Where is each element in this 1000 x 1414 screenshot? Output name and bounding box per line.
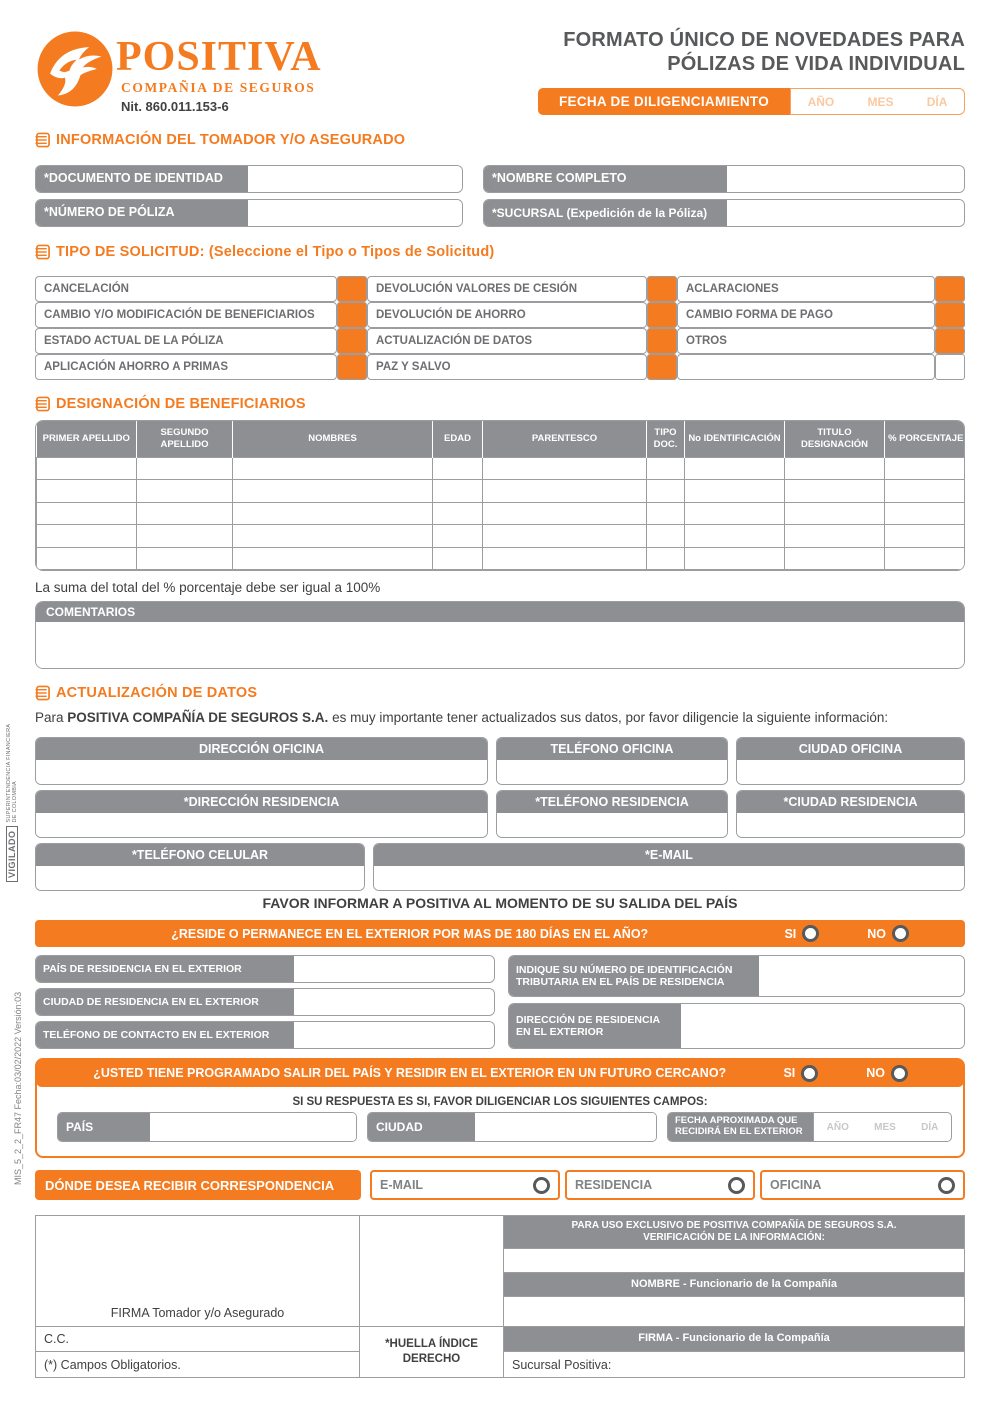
section-beneficiarios-header: DESIGNACIÓN DE BENEFICIARIOS xyxy=(35,396,306,412)
beneficiary-cell[interactable] xyxy=(37,480,137,503)
beneficiary-cell[interactable] xyxy=(785,547,885,570)
ciudad-futuro-input[interactable] xyxy=(475,1113,656,1141)
field-documento-identidad xyxy=(35,165,463,193)
instruccion-si-respuesta: SI SU RESPUESTA ES SI, FAVOR DILIGENCIAR LOS SIGUIENTES CAMPOS: xyxy=(292,1096,708,1108)
numero-poliza-input[interactable] xyxy=(248,200,462,226)
beneficiary-cell[interactable] xyxy=(233,480,433,503)
brand-name: POSITIVA xyxy=(116,34,322,80)
checkbox-aclaraciones[interactable] xyxy=(935,276,965,302)
ciudad-residencia-input[interactable] xyxy=(737,813,964,837)
col-edad: EDAD xyxy=(433,421,483,457)
field-nit-exterior: INDIQUE SU NÚMERO DE IDENTIFICACIÓN TRIBUTARIA EN EL PAÍS DE RESIDENCIA xyxy=(508,955,965,997)
col-segundo-apellido: SEGUNDO APELLIDO xyxy=(137,421,233,457)
direccion-exterior-input[interactable] xyxy=(681,1004,964,1048)
option-cancelacion: CANCELACIÓN xyxy=(35,276,367,302)
dia-label: DÍA xyxy=(926,94,948,109)
sucursal-input[interactable] xyxy=(727,200,964,226)
actualizacion-intro: Para POSITIVA COMPAÑÍA DE SEGUROS S.A. es muy importante tener actualizados sus datos, por favor diligencie la siguiente información: xyxy=(35,710,889,725)
option-cambio-pago: CAMBIO FORMA DE PAGO xyxy=(677,302,965,328)
pregunta-reside-exterior: ¿RESIDE O PERMANECE EN EL EXTERIOR POR MAS DE 180 DÍAS EN EL AÑO? SI NO xyxy=(35,920,965,947)
field-telefono-oficina: TELÉFONO OFICINA xyxy=(496,737,728,785)
beneficiary-cell[interactable] xyxy=(37,457,137,480)
field-label: *SUCURSAL (Expedición de la Póliza) xyxy=(484,200,727,226)
percentage-note: La suma del total del % porcentaje debe ser igual a 100% xyxy=(35,580,381,595)
checkbox-cambio-pago[interactable] xyxy=(935,302,965,328)
radio-no-futuro[interactable] xyxy=(891,1065,908,1082)
telefono-oficina-input[interactable] xyxy=(497,760,727,784)
beneficiary-cell[interactable] xyxy=(885,480,966,503)
cc-field[interactable]: C.C. xyxy=(35,1326,360,1353)
beneficiary-cell[interactable] xyxy=(233,502,433,525)
beneficiary-cell[interactable] xyxy=(647,547,685,570)
beneficiary-row xyxy=(37,457,966,480)
field-ciudad-exterior: CIUDAD DE RESIDENCIA EN EL EXTERIOR xyxy=(35,988,495,1016)
ano-label: AÑO xyxy=(807,94,835,109)
beneficiary-cell[interactable] xyxy=(137,547,233,570)
field-telefono-celular: *TELÉFONO CELULAR xyxy=(35,843,365,891)
beneficiary-cell[interactable] xyxy=(785,502,885,525)
beneficiary-cell[interactable] xyxy=(885,502,966,525)
form-version-code: MIS_5_2_2_FR47 Fecha:03/02/2022 Versión:03 xyxy=(13,991,23,1185)
option-devolucion-cesion: DEVOLUCIÓN VALORES DE CESIÓN xyxy=(367,276,677,302)
beneficiaries-table xyxy=(35,420,965,571)
beneficiary-cell[interactable] xyxy=(885,525,966,548)
field-label: *DOCUMENTO DE IDENTIDAD xyxy=(36,166,248,192)
option-otros: OTROS xyxy=(677,328,965,354)
beneficiary-cell[interactable] xyxy=(37,502,137,525)
field-label: *NÚMERO DE PÓLIZA xyxy=(36,200,248,226)
fecha-diligenciamiento-input[interactable] xyxy=(790,88,965,115)
checkbox-actualizacion-datos[interactable] xyxy=(647,328,677,354)
field-pais-futuro: PAÍS xyxy=(57,1112,357,1142)
mes-label: MES xyxy=(867,94,894,109)
field-label: *NOMBRE COMPLETO xyxy=(484,166,727,192)
beneficiary-row xyxy=(37,525,966,548)
field-numero-poliza xyxy=(35,199,463,227)
option-oficina: OFICINA xyxy=(760,1170,965,1200)
beneficiary-row xyxy=(37,480,966,503)
beneficiary-cell[interactable] xyxy=(433,525,483,548)
beneficiary-row xyxy=(37,547,966,570)
col-titulo-designacion: TITULO DESIGNACIÓN xyxy=(785,421,885,457)
beneficiary-cell[interactable] xyxy=(685,525,785,548)
beneficiary-cell[interactable] xyxy=(137,480,233,503)
field-fecha-aproximada: FECHA APROXIMADA QUE RECIDIRÁ EN EL EXTERIOR AÑO MES DÍA xyxy=(667,1112,952,1142)
firma-tomador-box[interactable]: FIRMA Tomador y/o Asegurado xyxy=(35,1215,360,1327)
nombre-completo-input[interactable] xyxy=(727,166,964,192)
salida-pais-aviso: FAVOR INFORMAR A POSITIVA AL MOMENTO DE SU SALIDA DEL PAÍS xyxy=(262,895,738,911)
direccion-residencia-input[interactable] xyxy=(36,813,487,837)
radio-no-reside[interactable] xyxy=(892,925,909,942)
beneficiary-cell[interactable] xyxy=(233,457,433,480)
nombre-funcionario-label: NOMBRE - Funcionario de la Compañía xyxy=(503,1272,965,1297)
field-ciudad-oficina: CIUDAD OFICINA xyxy=(736,737,965,785)
documento-identidad-input[interactable] xyxy=(248,166,462,192)
option-residencia: RESIDENCIA xyxy=(565,1170,755,1200)
ciudad-exterior-input[interactable] xyxy=(294,989,494,1015)
col-parentesco: PARENTESCO xyxy=(483,421,647,457)
beneficiary-cell[interactable] xyxy=(785,480,885,503)
beneficiary-cell[interactable] xyxy=(233,547,433,570)
firma-funcionario-label: FIRMA - Funcionario de la Compañía xyxy=(503,1326,965,1353)
radio-email[interactable] xyxy=(533,1177,550,1194)
option-paz-salvo: PAZ Y SALVO xyxy=(367,354,677,380)
field-telefono-residencia: *TELÉFONO RESIDENCIA xyxy=(496,790,728,838)
beneficiary-cell[interactable] xyxy=(647,502,685,525)
field-email: *E-MAIL xyxy=(373,843,965,891)
pais-futuro-input[interactable] xyxy=(150,1113,356,1141)
beneficiary-cell[interactable] xyxy=(483,457,647,480)
beneficiary-cell[interactable] xyxy=(685,480,785,503)
beneficiary-cell[interactable] xyxy=(433,502,483,525)
vigilado-mark xyxy=(6,723,19,882)
section-tomador-header: INFORMACIÓN DEL TOMADOR Y/O ASEGURADO xyxy=(35,132,405,148)
beneficiary-cell[interactable] xyxy=(433,457,483,480)
pregunta-futuro-cercano: ¿USTED TIENE PROGRAMADO SALIR DEL PAÍS Y RESIDIR EN EL EXTERIOR EN UN FUTURO CERCANO? SI NO xyxy=(36,1059,964,1087)
huella-box[interactable] xyxy=(359,1215,505,1327)
col-primer-apellido: PRIMER APELLIDO xyxy=(37,421,137,457)
beneficiary-cell[interactable] xyxy=(233,525,433,548)
beneficiaries-header-row xyxy=(37,421,966,457)
beneficiary-cell[interactable] xyxy=(483,547,647,570)
option-email: E-MAIL xyxy=(370,1170,560,1200)
radio-oficina[interactable] xyxy=(938,1177,955,1194)
beneficiary-cell[interactable] xyxy=(137,457,233,480)
beneficiary-cell[interactable] xyxy=(685,547,785,570)
col-tipo-doc: TIPO DOC. xyxy=(647,421,685,457)
checkbox-empty[interactable] xyxy=(935,354,965,380)
verificacion-input[interactable] xyxy=(503,1248,965,1274)
beneficiary-cell[interactable] xyxy=(483,502,647,525)
checkbox-cancelacion[interactable] xyxy=(337,276,367,302)
vigilado-label: VIGILADO xyxy=(6,826,18,882)
brand-subtitle: COMPAÑIA DE SEGUROS xyxy=(121,80,316,95)
telefono-residencia-input[interactable] xyxy=(497,813,727,837)
pais-exterior-input[interactable] xyxy=(294,956,494,982)
checkbox-devolucion-ahorro[interactable] xyxy=(647,302,677,328)
comentarios-input[interactable] xyxy=(36,622,964,668)
beneficiary-cell[interactable] xyxy=(647,525,685,548)
uso-exclusivo-header: PARA USO EXCLUSIVO DE POSITIVA COMPAÑÍA DE SEGUROS S.A. VERIFICACIÓN DE LA INFORMACIÓN: xyxy=(503,1215,965,1249)
field-pais-exterior: PAÍS DE RESIDENCIA EN EL EXTERIOR xyxy=(35,955,495,983)
section-solicitud-header: TIPO DE SOLICITUD: (Seleccione el Tipo o Tipos de Solicitud) xyxy=(35,244,494,260)
beneficiary-cell[interactable] xyxy=(433,547,483,570)
telefono-exterior-input[interactable] xyxy=(294,1022,494,1048)
beneficiary-cell[interactable] xyxy=(885,457,966,480)
option-ahorro-primas: APLICACIÓN AHORRO A PRIMAS xyxy=(35,354,367,380)
beneficiary-cell[interactable] xyxy=(483,525,647,548)
option-cambio-beneficiarios: CAMBIO Y/O MODIFICACIÓN DE BENEFICIARIOS xyxy=(35,302,367,328)
form-lines-icon xyxy=(35,685,50,701)
sucursal-positiva-field[interactable]: Sucursal Positiva: xyxy=(503,1351,965,1378)
fecha-aproximada-input[interactable]: AÑO MES DÍA xyxy=(813,1113,951,1141)
direccion-oficina-input[interactable] xyxy=(36,760,487,784)
checkbox-paz-salvo[interactable] xyxy=(647,354,677,380)
comentarios-box xyxy=(35,601,965,669)
option-devolucion-ahorro: DEVOLUCIÓN DE AHORRO xyxy=(367,302,677,328)
field-telefono-exterior: TELÉFONO DE CONTACTO EN EL EXTERIOR xyxy=(35,1021,495,1049)
campos-obligatorios-note: (*) Campos Obligatorios. xyxy=(35,1351,360,1378)
ciudad-oficina-input[interactable] xyxy=(737,760,964,784)
beneficiary-cell[interactable] xyxy=(647,457,685,480)
beneficiary-cell[interactable] xyxy=(137,525,233,548)
beneficiary-row xyxy=(37,502,966,525)
radio-si-futuro[interactable] xyxy=(801,1065,818,1082)
correspondencia-label: DÓNDE DESEA RECIBIR CORRESPONDENCIA xyxy=(35,1170,361,1200)
beneficiary-cell[interactable] xyxy=(785,457,885,480)
nit-exterior-input[interactable] xyxy=(759,956,964,996)
beneficiary-cell[interactable] xyxy=(785,525,885,548)
field-sucursal xyxy=(483,199,965,227)
brand-nit: Nit. 860.011.153-6 xyxy=(121,99,229,114)
beneficiary-cell[interactable] xyxy=(647,480,685,503)
checkbox-otros[interactable] xyxy=(935,328,965,354)
beneficiary-cell[interactable] xyxy=(137,502,233,525)
fecha-diligenciamiento-label: FECHA DE DILIGENCIAMIENTO xyxy=(538,88,790,115)
checkbox-cambio-beneficiarios[interactable] xyxy=(337,302,367,328)
futuro-cercano-box xyxy=(35,1058,965,1158)
col-nombres: NOMBRES xyxy=(233,421,433,457)
col-no-identificacion: No IDENTIFICACIÓN xyxy=(685,421,785,457)
form-lines-icon xyxy=(35,396,50,412)
nombre-funcionario-input[interactable] xyxy=(503,1296,965,1328)
field-ciudad-residencia: *CIUDAD RESIDENCIA xyxy=(736,790,965,838)
checkbox-estado-poliza[interactable] xyxy=(337,328,367,354)
option-aclaraciones: ACLARACIONES xyxy=(677,276,965,302)
beneficiary-cell[interactable] xyxy=(483,480,647,503)
option-actualizacion-datos: ACTUALIZACIÓN DE DATOS xyxy=(367,328,677,354)
field-direccion-residencia: *DIRECCIÓN RESIDENCIA xyxy=(35,790,488,838)
email-input[interactable] xyxy=(374,866,964,890)
telefono-celular-input[interactable] xyxy=(36,866,364,890)
beneficiary-cell[interactable] xyxy=(885,547,966,570)
beneficiary-cell[interactable] xyxy=(433,480,483,503)
section-actualizacion-header: ACTUALIZACIÓN DE DATOS xyxy=(35,685,257,701)
option-empty xyxy=(677,354,965,380)
checkbox-ahorro-primas[interactable] xyxy=(337,354,367,380)
vigilado-sub-line2: DE COLOMBIA xyxy=(12,780,19,823)
positiva-logo-icon xyxy=(36,30,114,108)
checkbox-devolucion-cesion[interactable] xyxy=(647,276,677,302)
radio-si-reside[interactable] xyxy=(802,925,819,942)
field-direccion-oficina: DIRECCIÓN OFICINA xyxy=(35,737,488,785)
beneficiary-cell[interactable] xyxy=(37,547,137,570)
form-lines-icon xyxy=(35,132,50,148)
form-lines-icon xyxy=(35,244,50,260)
radio-residencia[interactable] xyxy=(728,1177,745,1194)
beneficiary-cell[interactable] xyxy=(37,525,137,548)
comentarios-label: COMENTARIOS xyxy=(36,602,964,622)
field-ciudad-futuro: CIUDAD xyxy=(367,1112,657,1142)
beneficiary-cell[interactable] xyxy=(685,502,785,525)
huella-label: *HUELLA ÍNDICE DERECHO xyxy=(359,1326,505,1379)
col-porcentaje: % PORCENTAJE xyxy=(885,421,966,457)
solicitud-options-grid xyxy=(35,276,965,380)
page-title: FORMATO ÚNICO DE NOVEDADES PARA PÓLIZAS DE VIDA INDIVIDUAL xyxy=(563,29,965,75)
vigilado-sub-line1: SUPERINTENDENCIA FINANCIERA xyxy=(6,723,12,823)
field-nombre-completo xyxy=(483,165,965,193)
field-direccion-exterior: DIRECCIÓN DE RESIDENCIA EN EL EXTERIOR xyxy=(508,1003,965,1049)
beneficiary-cell[interactable] xyxy=(685,457,785,480)
option-estado-poliza: ESTADO ACTUAL DE LA PÓLIZA xyxy=(35,328,367,354)
